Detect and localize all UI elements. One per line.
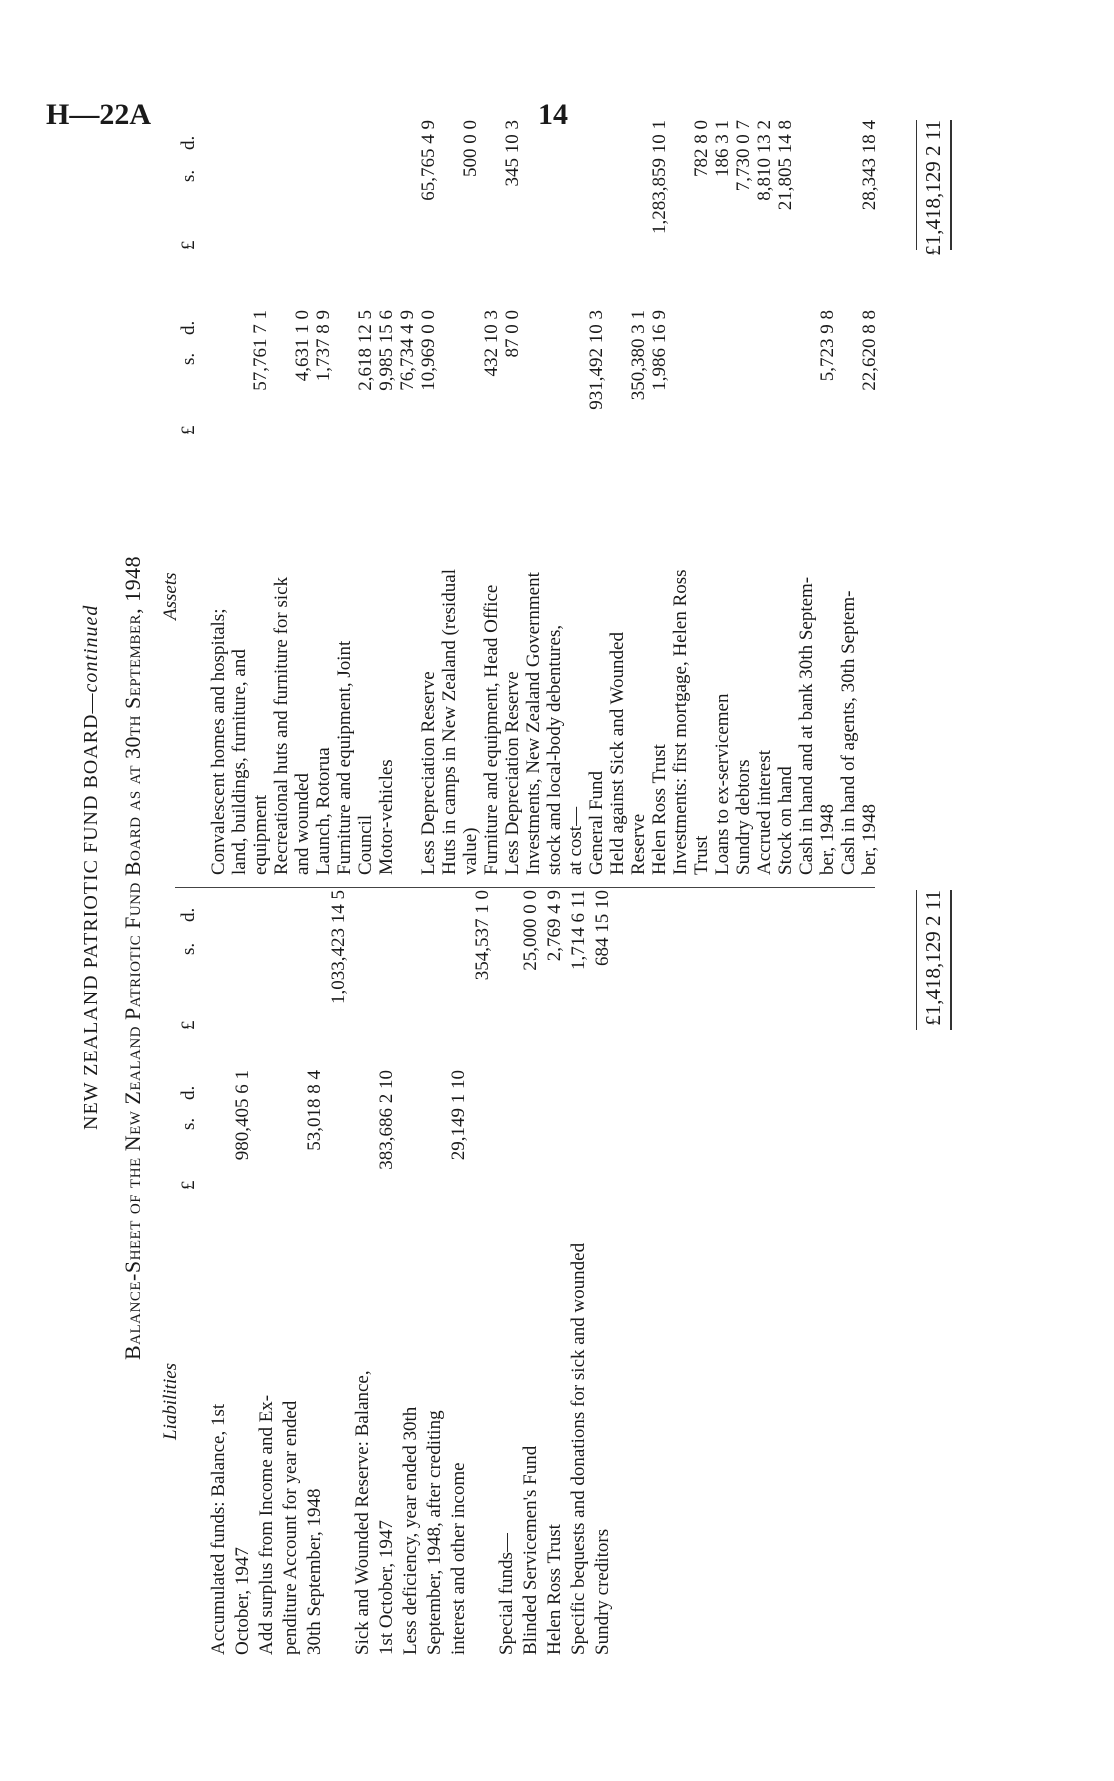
ledger-line-text: Cash in hand and at bank 30th Septem- — [796, 576, 817, 875]
ledger-line-text: Less Depreciation Reserve — [418, 671, 439, 875]
ledger-line-text: value) — [460, 827, 481, 875]
ledger-line-text: Convalescent homes and hospitals; — [208, 608, 229, 875]
ledger-line-amount: 10,969 0 0 — [418, 310, 439, 391]
asset-grand-total-rule-bottom — [950, 120, 952, 250]
ledger-line-text: October, 1947 — [232, 1547, 253, 1655]
sheet-title: Balance-Sheet of the New Zealand Patriotic Fund Board as at 30th September, 1948 — [120, 555, 145, 1360]
ledger-line-total: 25,000 0 0 — [520, 890, 541, 971]
ledger-line-text: equipment — [250, 794, 271, 875]
board-heading-text: NEW ZEALAND PATRIOTIC FUND BOARD— — [80, 692, 102, 1130]
asset-amt-pence-header: d. — [178, 320, 199, 335]
ledger-line-total: 500 0 0 — [460, 120, 481, 177]
liabilities-grand-total: £1,418,129 2 11 — [921, 890, 945, 1026]
asset-tot-pound-header: £ — [178, 240, 199, 250]
ledger-line-amount: 931,492 10 3 — [586, 310, 607, 410]
ledger-line-text: Held against Sick and Wounded — [607, 632, 628, 875]
page-code: H—22A — [46, 98, 151, 131]
assets-grand-total: £1,418,129 2 11 — [921, 120, 945, 256]
column-divider — [175, 887, 875, 888]
ledger-line-text: Cash in hand of agents, 30th Septem- — [838, 590, 859, 875]
ledger-line-text: at cost— — [565, 806, 586, 875]
ledger-line-total: 8,810 13 2 — [754, 120, 775, 201]
ledger-line-text: Furniture and equipment, Head Office — [481, 584, 502, 875]
ledger-line-total: 354,537 1 0 — [472, 890, 493, 981]
ledger-line-amount: 9,985 15 6 — [376, 310, 397, 391]
ledger-line-text: 1st October, 1947 — [376, 1520, 397, 1655]
ledger-line-text: Huts in camps in New Zealand (residual — [439, 568, 460, 875]
liab-tot-pence-header: d. — [178, 907, 199, 922]
ledger-line-total: 684 15 10 — [592, 890, 613, 966]
asset-tot-pence-header: d. — [178, 135, 199, 150]
ledger-line-total: 1,033,423 14 5 — [328, 890, 349, 1004]
ledger-line-text: Sundry creditors — [592, 1528, 613, 1655]
ledger-line-text: Recreational huts and furniture for sick — [271, 576, 292, 875]
ledger-line-total: 2,769 4 9 — [544, 890, 565, 962]
liab-grand-total-rule-bottom — [950, 890, 952, 1030]
ledger-line-text: Accumulated funds: Balance, 1st — [208, 1403, 229, 1655]
ledger-line-text: Accrued interest — [754, 749, 775, 875]
ledger-line-amount: 980,405 6 1 — [232, 1070, 253, 1161]
ledger-line-text: ber, 1948 — [859, 804, 880, 875]
ledger-line-text: and wounded — [292, 773, 313, 875]
ledger-line-text: Council — [355, 814, 376, 875]
asset-grand-total-rule-top — [916, 120, 917, 250]
ledger-line-amount: 1,986 16 9 — [649, 310, 670, 391]
ledger-line-amount: 29,149 1 10 — [448, 1070, 469, 1161]
ledger-line-amount: 22,620 8 8 — [859, 310, 880, 391]
ledger-line-text: General Fund — [586, 771, 607, 875]
ledger-line-amount: 4,631 1 0 — [292, 310, 313, 382]
ledger-line-amount: 432 10 3 — [481, 310, 502, 377]
liab-tot-pound-header: £ — [178, 1020, 199, 1030]
ledger-line-text: penditure Account for year ended — [280, 1400, 301, 1655]
ledger-line-text: Add surplus from Income and Ex- — [256, 1394, 277, 1655]
ledger-line-amount: 383,686 2 10 — [376, 1070, 397, 1170]
ledger-line-amount: 57,761 7 1 — [250, 310, 271, 391]
ledger-line-text: Less deficiency, year ended 30th — [400, 1406, 421, 1655]
ledger-line-total: 1,283,859 10 1 — [649, 120, 670, 234]
ledger-line-text: Motor-vehicles — [376, 759, 397, 875]
ledger-line-total: 1,714 6 11 — [568, 890, 589, 971]
ledger-line-amount: 350,380 3 1 — [628, 310, 649, 401]
liab-tot-shilling-header: s. — [178, 942, 199, 955]
ledger-line-text: Trust — [691, 835, 712, 875]
ledger-line-text: Loans to ex-servicemen — [712, 693, 733, 875]
ledger-line-text: Investments, New Zealand Government — [523, 572, 544, 875]
ledger-line-text: Reserve — [628, 813, 649, 875]
ledger-line-text: Investments: first mortgage, Helen Ross — [670, 569, 691, 875]
ledger-line-text: Stock on hand — [775, 766, 796, 875]
ledger-line-text: Sundry debtors — [733, 759, 754, 875]
ledger-line-text: ber, 1948 — [817, 804, 838, 875]
asset-amt-pound-header: £ — [178, 425, 199, 435]
asset-tot-shilling-header: s. — [178, 169, 199, 182]
ledger-line-text: 30th September, 1948 — [304, 1488, 325, 1655]
ledger-line-amount: 1,737 8 9 — [313, 310, 334, 382]
liab-amt-pence-header: d. — [178, 1085, 199, 1100]
liab-amt-pound-header: £ — [178, 1180, 199, 1190]
ledger-line-text: stock and local-body debentures, — [544, 624, 565, 875]
ledger-line-total: 782 8 0 — [691, 120, 712, 177]
ledger-line-text: Helen Ross Trust — [649, 744, 670, 875]
assets-heading: Assets — [160, 572, 181, 620]
ledger-line-text: interest and other income — [448, 1462, 469, 1655]
ledger-line-amount: 76,734 4 9 — [397, 310, 418, 391]
ledger-line-text: Blinded Servicemen's Fund — [520, 1445, 541, 1655]
board-heading-continued: continued — [80, 604, 102, 693]
liab-amt-shilling-header: s. — [178, 1117, 199, 1130]
ledger-line-total: 186 3 1 — [712, 120, 733, 177]
ledger-line-text: Launch, Rotorua — [313, 747, 334, 875]
ledger-line-text: Less Depreciation Reserve — [502, 671, 523, 875]
ledger-line-total: 345 10 3 — [502, 120, 523, 187]
ledger-line-total: 7,730 0 7 — [733, 120, 754, 192]
board-heading — [80, 605, 102, 1130]
ledger-line-total: 65,765 4 9 — [418, 120, 439, 201]
ledger-line-text: Helen Ross Trust — [544, 1524, 565, 1655]
ledger-line-text: Furniture and equipment, Joint — [334, 640, 355, 875]
ledger-line-amount: 5,723 9 8 — [817, 310, 838, 382]
liabilities-heading: Liabilities — [160, 1362, 181, 1440]
ledger-line-text: land, buildings, furniture, and — [229, 649, 250, 875]
ledger-line-total: 28,343 18 4 — [859, 120, 880, 211]
liab-grand-total-rule-top — [916, 890, 917, 1030]
ledger-line-text: Sick and Wounded Reserve: Balance, — [352, 1370, 373, 1655]
rotated-balance-sheet — [60, 90, 1070, 1690]
ledger-line-amount: 87 0 0 — [502, 310, 523, 358]
ledger-line-text: Specific bequests and donations for sick and wounded — [568, 1242, 589, 1655]
ledger-line-amount: 2,618 12 5 — [355, 310, 376, 391]
page-number: 14 — [538, 98, 568, 131]
ledger-line-amount: 53,018 8 4 — [304, 1070, 325, 1151]
ledger-line-text: September, 1948, after crediting — [424, 1410, 445, 1655]
ledger-line-total: 21,805 14 8 — [775, 120, 796, 211]
asset-amt-shilling-header: s. — [178, 352, 199, 365]
ledger-line-text: Special funds— — [496, 1533, 517, 1655]
